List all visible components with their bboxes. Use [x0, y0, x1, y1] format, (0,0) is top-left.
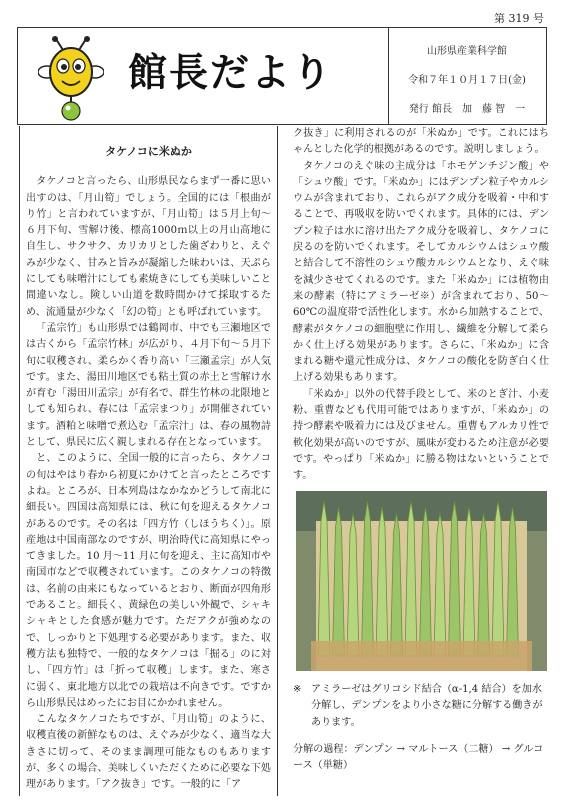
note-mark: ※	[293, 684, 302, 695]
paragraph: タケノコのえぐ味の主成分は「ホモゲンチジン酸」や「シュウ酸」です。「米ぬか」にはデンプン粒子やカルシウムが含まれており、これらがアク成分を吸着・中和することで、再吸収を防いでくれます。具体的には、デンプン粒子は水に溶け出たアク成分を吸着し、タケノコに戻るのを防いでくれます。そしてカルシウムはシュウ酸と結合して不溶性のシュウ酸カルシウムとなり、えぐ味を減少させてくれるのです。また「米ぬか」には植物由来の酵素（特にアミラーゼ※）が含まれており、50〜60℃の温度帯で活性化します。水から加熱することで、酵素がタケノコの細胞壁に作用し、繊維を分解して柔らかく仕上げる効果があります。さらに、「米ぬか」に含まれる糖や還元性成分は、タケノコの酸化を防ぎ白く仕上げる効果もあります。	[293, 160, 549, 384]
article-heading: タケノコに米ぬか	[105, 145, 192, 158]
paragraph: と、このように、全国一般的に言ったら、タケノコの旬はやはり春から初夏にかけてと言ったところですよね。ところが、日本列島はなかなかどうして南北に細長い。四国は高知県には、秋に旬を迎えるタケノコがあるのです。その名は「四方竹（しほうちく）」。原産地は中国南部なのですが、明治時代に高知県にやってきました。10 月〜11 月に旬を迎え、主に高知市や南国市などで収穫されています。このタケノコの特徴は、名前の由来にもなっているとおり、断面が四角形であること。細長く、黄緑色の美しい外観で、シャキシャキとした食感が魅力です。ただアクが強めなので、しっかりと下処理する必要があります。また、収穫方法も独特で、一般的なタケノコは「掘る」のに対し、「四方竹」は「折って収穫」します。また、寒さに弱く、東北地方以北での栽培は不向きです。ですから山形県民はめったにお目にかかれません。	[26, 453, 271, 709]
right-column	[293, 126, 549, 485]
note-text: アミラーゼはグリコシド結合（α-1,4 結合）を加水分解し、デンプンをより小さな糖に分解する働きがあります。	[311, 684, 543, 728]
paragraph: 「孟宗竹」も山形県では鶴岡市、中でも三瀬地区では古くから「孟宗竹林」が広がり、４月下旬〜５月下旬に収穫され、柔らかく香り高い「三瀬孟宗」が人気です。また、湯田川地区でも粘土質の赤土と雪解け水が育む「湯田川孟宗」が有名で、群生竹林の北限地としても知られ、春には「孟宗まつり」が開催されています。酒粕と味噌で煮込む「孟宗汁」は、春の風物詩として、県民に広く親しまれる存在となっています。	[26, 322, 271, 449]
paragraph: 「米ぬか」以外の代替手段として、米のとぎ汁、小麦粉、重曹なども代用可能ではありますが、「米ぬか」の持つ酵素や吸着力には及びません。重曹もアルカリ性で軟化効果が高いのですが、風味が変わるため注意が必要です。やっぱり「米ぬか」に勝る物はないということです。	[293, 388, 549, 482]
bee-mascot-icon	[38, 36, 104, 122]
paragraph: ク抜き」に利用されるのが「米ぬか」です。これにはちゃんとした化学的根拠があるのです。説明しましょう。	[293, 128, 549, 156]
issue-number: 第 319 号	[494, 12, 544, 25]
paragraph: タケノコと言ったら、山形県民ならまず一番に思い出すのは、「月山筍」でしょう。全国的には「根曲がり竹」と言われていますが、「月山筍」は５月上旬〜６月下旬、雪解け後、標高1000ｍ以上の月山高地に自生し、サクサク、カリカリとした歯ざわりと、えぐみが少なく、甘みと旨みが凝縮した味わいは、天ぷらにしても味噌汁にしても素焼きにしても美味しいこと間違いなし。険しい山道を数時間かけて採取するため、流通量が少なく「幻の筍」とも呼ばれています。	[26, 176, 271, 318]
publisher: 発行 館長 加 藤 智 一	[408, 104, 526, 115]
organization-name: 山形県産業科学館	[427, 46, 507, 57]
issue-date: 令和７年１０月１７日(金)	[408, 75, 526, 86]
paragraph: こんなタケノコたちですが、「月山筍」のように、収穫直後の新鮮なものは、えぐみが少なく、適当な大きさに切って、そのまま調理可能なものもありますが、多くの場合、美味しくいただくために必要な下処理があります。「アク抜き」です。一般的に「ア	[26, 714, 271, 791]
footnote	[293, 682, 549, 731]
newsletter-title: 館長だより	[128, 51, 334, 96]
bamboo-shoots-photo	[296, 491, 547, 671]
left-column	[19, 126, 278, 796]
decomposition-process: 分解の過程：デンプン → マルトース（二糖） → グルコース（単糖）	[293, 744, 544, 772]
header-meta	[388, 28, 546, 124]
newsletter-header	[17, 27, 547, 125]
